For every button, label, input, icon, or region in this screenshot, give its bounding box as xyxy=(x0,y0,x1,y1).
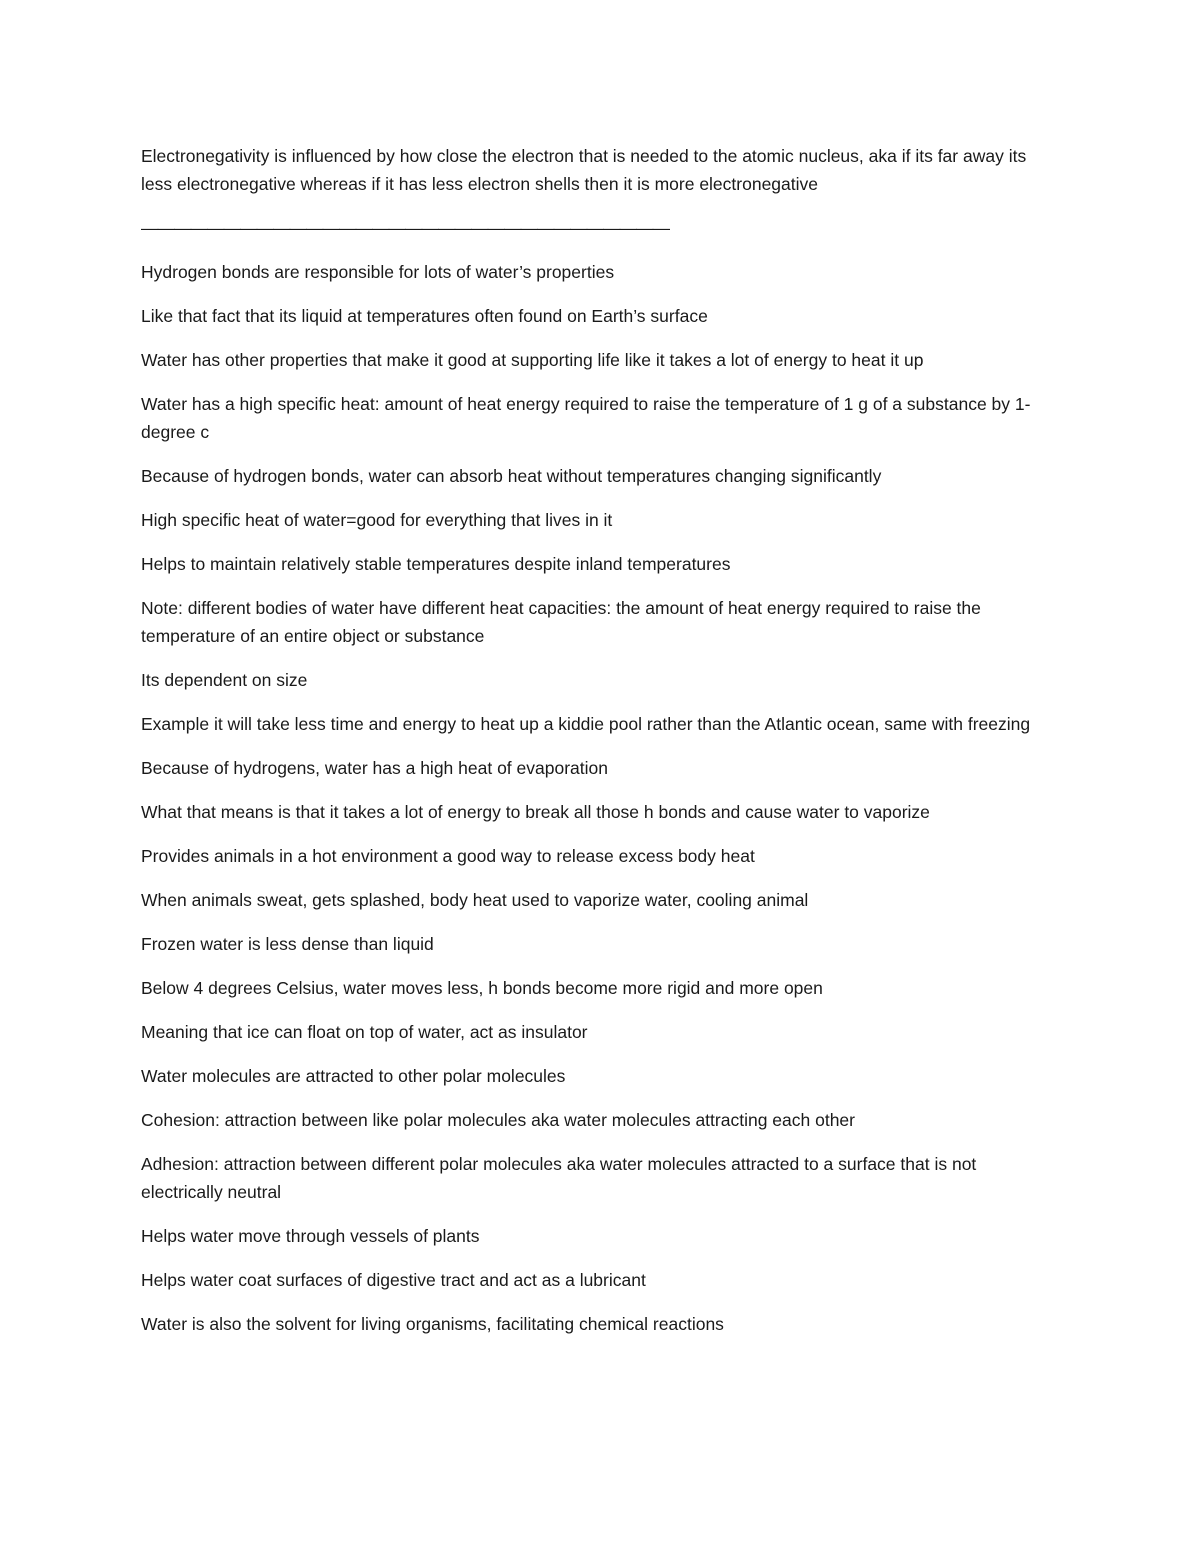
paragraph: Its dependent on size xyxy=(141,670,308,690)
paragraph: Meaning that ice can float on top of water, act as insulator xyxy=(141,1022,588,1042)
paragraph: Because of hydrogen bonds, water can absorb heat without temperatures changing significantly xyxy=(141,466,882,486)
intro-paragraph: Electronegativity is influenced by how close the electron that is needed to the atomic nucleus, aka if its far away its less electronegative whereas if it has less electron shells then it is more electronegative xyxy=(141,146,1027,194)
paragraph: Like that fact that its liquid at temperatures often found on Earth’s surface xyxy=(141,306,708,326)
paragraph: Example it will take less time and energy to heat up a kiddie pool rather than the Atlantic ocean, same with freezing xyxy=(141,714,1031,734)
paragraph: Helps water coat surfaces of digestive tract and act as a lubricant xyxy=(141,1270,646,1290)
paragraph: Below 4 degrees Celsius, water moves less, h bonds become more rigid and more open xyxy=(141,978,823,998)
paragraph: Water molecules are attracted to other polar molecules xyxy=(141,1066,566,1086)
paragraph: Helps water move through vessels of plants xyxy=(141,1226,480,1246)
paragraph: Water has a high specific heat: amount of heat energy required to raise the temperature of 1 g of a substance by 1-degree c xyxy=(141,394,1031,442)
paragraph: Frozen water is less dense than liquid xyxy=(141,934,434,954)
paragraph: Because of hydrogens, water has a high heat of evaporation xyxy=(141,758,608,778)
paragraph: High specific heat of water=good for everything that lives in it xyxy=(141,510,613,530)
paragraph: When animals sweat, gets splashed, body heat used to vaporize water, cooling animal xyxy=(141,890,809,910)
section-divider: ———————————————————————————————— xyxy=(141,218,669,238)
paragraph: Water is also the solvent for living organisms, facilitating chemical reactions xyxy=(141,1314,724,1334)
paragraph: Water has other properties that make it good at supporting life like it takes a lot of energy to heat it up xyxy=(141,350,924,370)
paragraph: What that means is that it takes a lot of energy to break all those h bonds and cause water to vaporize xyxy=(141,802,930,822)
document-body xyxy=(141,142,1061,1354)
paragraph: Helps to maintain relatively stable temperatures despite inland temperatures xyxy=(141,554,731,574)
paragraph: Adhesion: attraction between different polar molecules aka water molecules attracted to a surface that is not electrically neutral xyxy=(141,1154,977,1202)
paragraph: Note: different bodies of water have different heat capacities: the amount of heat energy required to raise the temperature of an entire object or substance xyxy=(141,598,981,646)
paragraph: Hydrogen bonds are responsible for lots of water’s properties xyxy=(141,262,615,282)
paragraph: Cohesion: attraction between like polar molecules aka water molecules attracting each other xyxy=(141,1110,855,1130)
paragraph: Provides animals in a hot environment a good way to release excess body heat xyxy=(141,846,755,866)
